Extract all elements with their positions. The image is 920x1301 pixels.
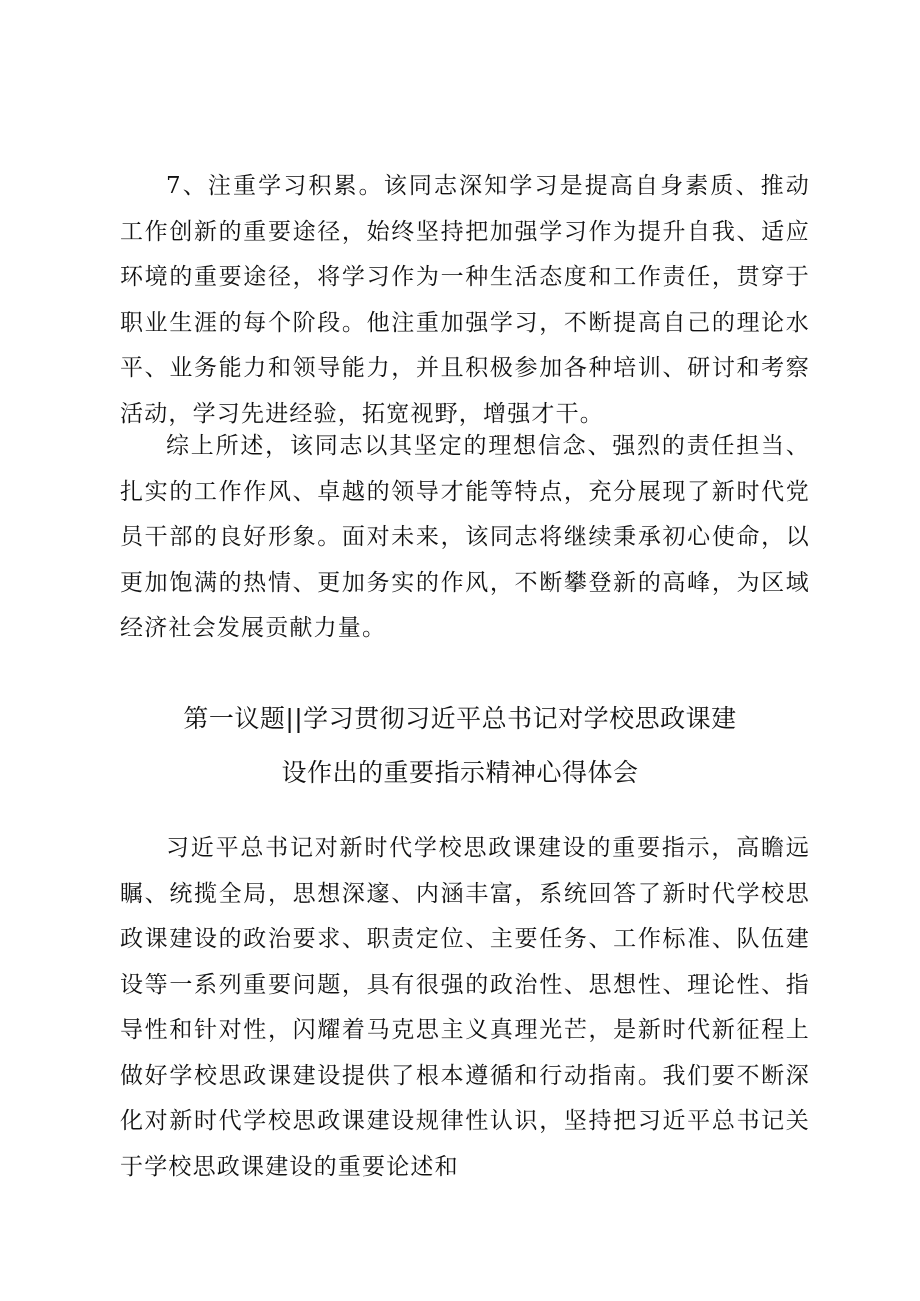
paragraph-instructions-intro: 习近平总书记对新时代学校思政课建设的重要指示，高瞻远瞩、统揽全局，思想深邃、内涵丰富，系统回答了新时代学校思政课建设的政治要求、职责定位、主要任务、工作标准、队伍建设等一系列重要问题，具有很强的政治性、思想性、理论性、指导性和针对性，闪耀着马克思主义真理光芒，是新时代新征程上做好学校思政课建设提供了根本遵循和行动指南。我们要不断深化对新时代学校思政课建设规律性认识，坚持把习近平总书记关于学校思政课建设的重要论述和 <box>120 835 810 1180</box>
paragraph-summary: 综上所述，该同志以其坚定的理想信念、强烈的责任担当、扎实的工作作风、卓越的领导才能等特点，充分展现了新时代党员干部的良好形象。面对未来，该同志将继续秉承初心使命，以更加饱满的热情、更加务实的作风，不断攀登新的高峰，为区域经济社会发展贡献力量。 <box>120 433 810 641</box>
paragraph-study-accumulation: 7、注重学习积累。该同志深知学习是提高自身素质、推动工作创新的重要途径，始终坚持把加强学习作为提升自我、适应环境的重要途径，将学习作为一种生活态度和工作责任，贯穿于职业生涯的每个阶段。他注重加强学习，不断提高自己的理论水平、业务能力和领导能力，并且积极参加各种培训、研讨和考察活动，学习先进经验，拓宽视野，增强才干。 <box>120 173 810 427</box>
section-heading <box>110 692 810 800</box>
section-heading-line-1: 第一议题||学习贯彻习近平总书记对学校思政课建 <box>183 704 737 733</box>
section-heading-line-2: 设作出的重要指示精神心得体会 <box>281 758 639 787</box>
